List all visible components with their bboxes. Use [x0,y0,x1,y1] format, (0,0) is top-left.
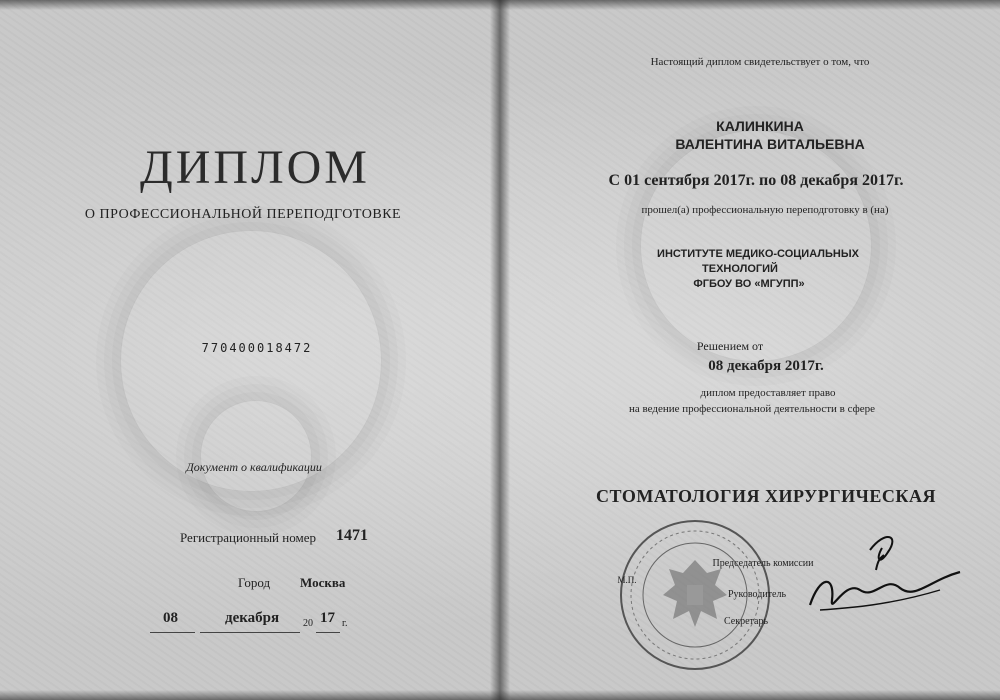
holder-given-name: ВАЛЕНТИНА ВИТАЛЬЕВНА [675,136,865,152]
passed-training-text: прошел(а) профессиональную переподготовку в (на) [641,204,889,216]
background-guilloche-right [640,130,872,362]
handwritten-signature [790,520,970,630]
grants-line-2: на ведение профессиональной деятельности в сфере [628,403,876,415]
institution-line-2: ТЕХНОЛОГИЙ [702,263,778,275]
serial-number: 770400018472 [201,341,313,355]
century-prefix: 20 [303,618,313,629]
institution-line-3: ФГБОУ ВО «МГУПП» [693,278,805,290]
institution-line-1: ИНСТИТУТЕ МЕДИКО-СОЦИАЛЬНЫХ [657,248,859,260]
head-label: Руководитель [727,589,787,600]
seal-mark: М.П. [617,575,637,585]
issue-month: декабря [225,610,280,626]
year-suffix: г. [342,618,348,629]
city-value: Москва [300,575,346,590]
left-page [0,0,498,700]
grants-line-1: диплом предоставляет право [700,387,836,399]
issue-day: 08 [163,610,178,626]
specialty: СТОМАТОЛОГИЯ ХИРУРГИЧЕСКАЯ [596,486,936,506]
holder-surname: КАЛИНКИНА [716,118,804,134]
secretary-label: Секретарь [723,616,769,627]
commission-chair-label: Председатель комиссии [712,558,814,569]
document-type: Документ о квалификации [186,460,322,474]
training-period: С 01 сентября 2017г. по 08 декабря 2017г. [608,172,904,189]
registration-label: Регистрационный номер [180,530,316,545]
diploma-subtitle: О ПРОФЕССИОНАЛЬНОЙ ПЕРЕПОДГОТОВКЕ [84,207,402,222]
issue-year: 17 [320,610,335,626]
city-label: Город [238,575,271,590]
decision-date: 08 декабря 2017г. [708,358,824,374]
background-rosette [200,400,312,512]
diploma-title: ДИПЛОМ [140,141,370,194]
decision-label: Решением от [696,339,764,353]
registration-number: 1471 [336,527,368,544]
intro-text: Настоящий диплом свидетельствует о том, что [650,56,870,68]
